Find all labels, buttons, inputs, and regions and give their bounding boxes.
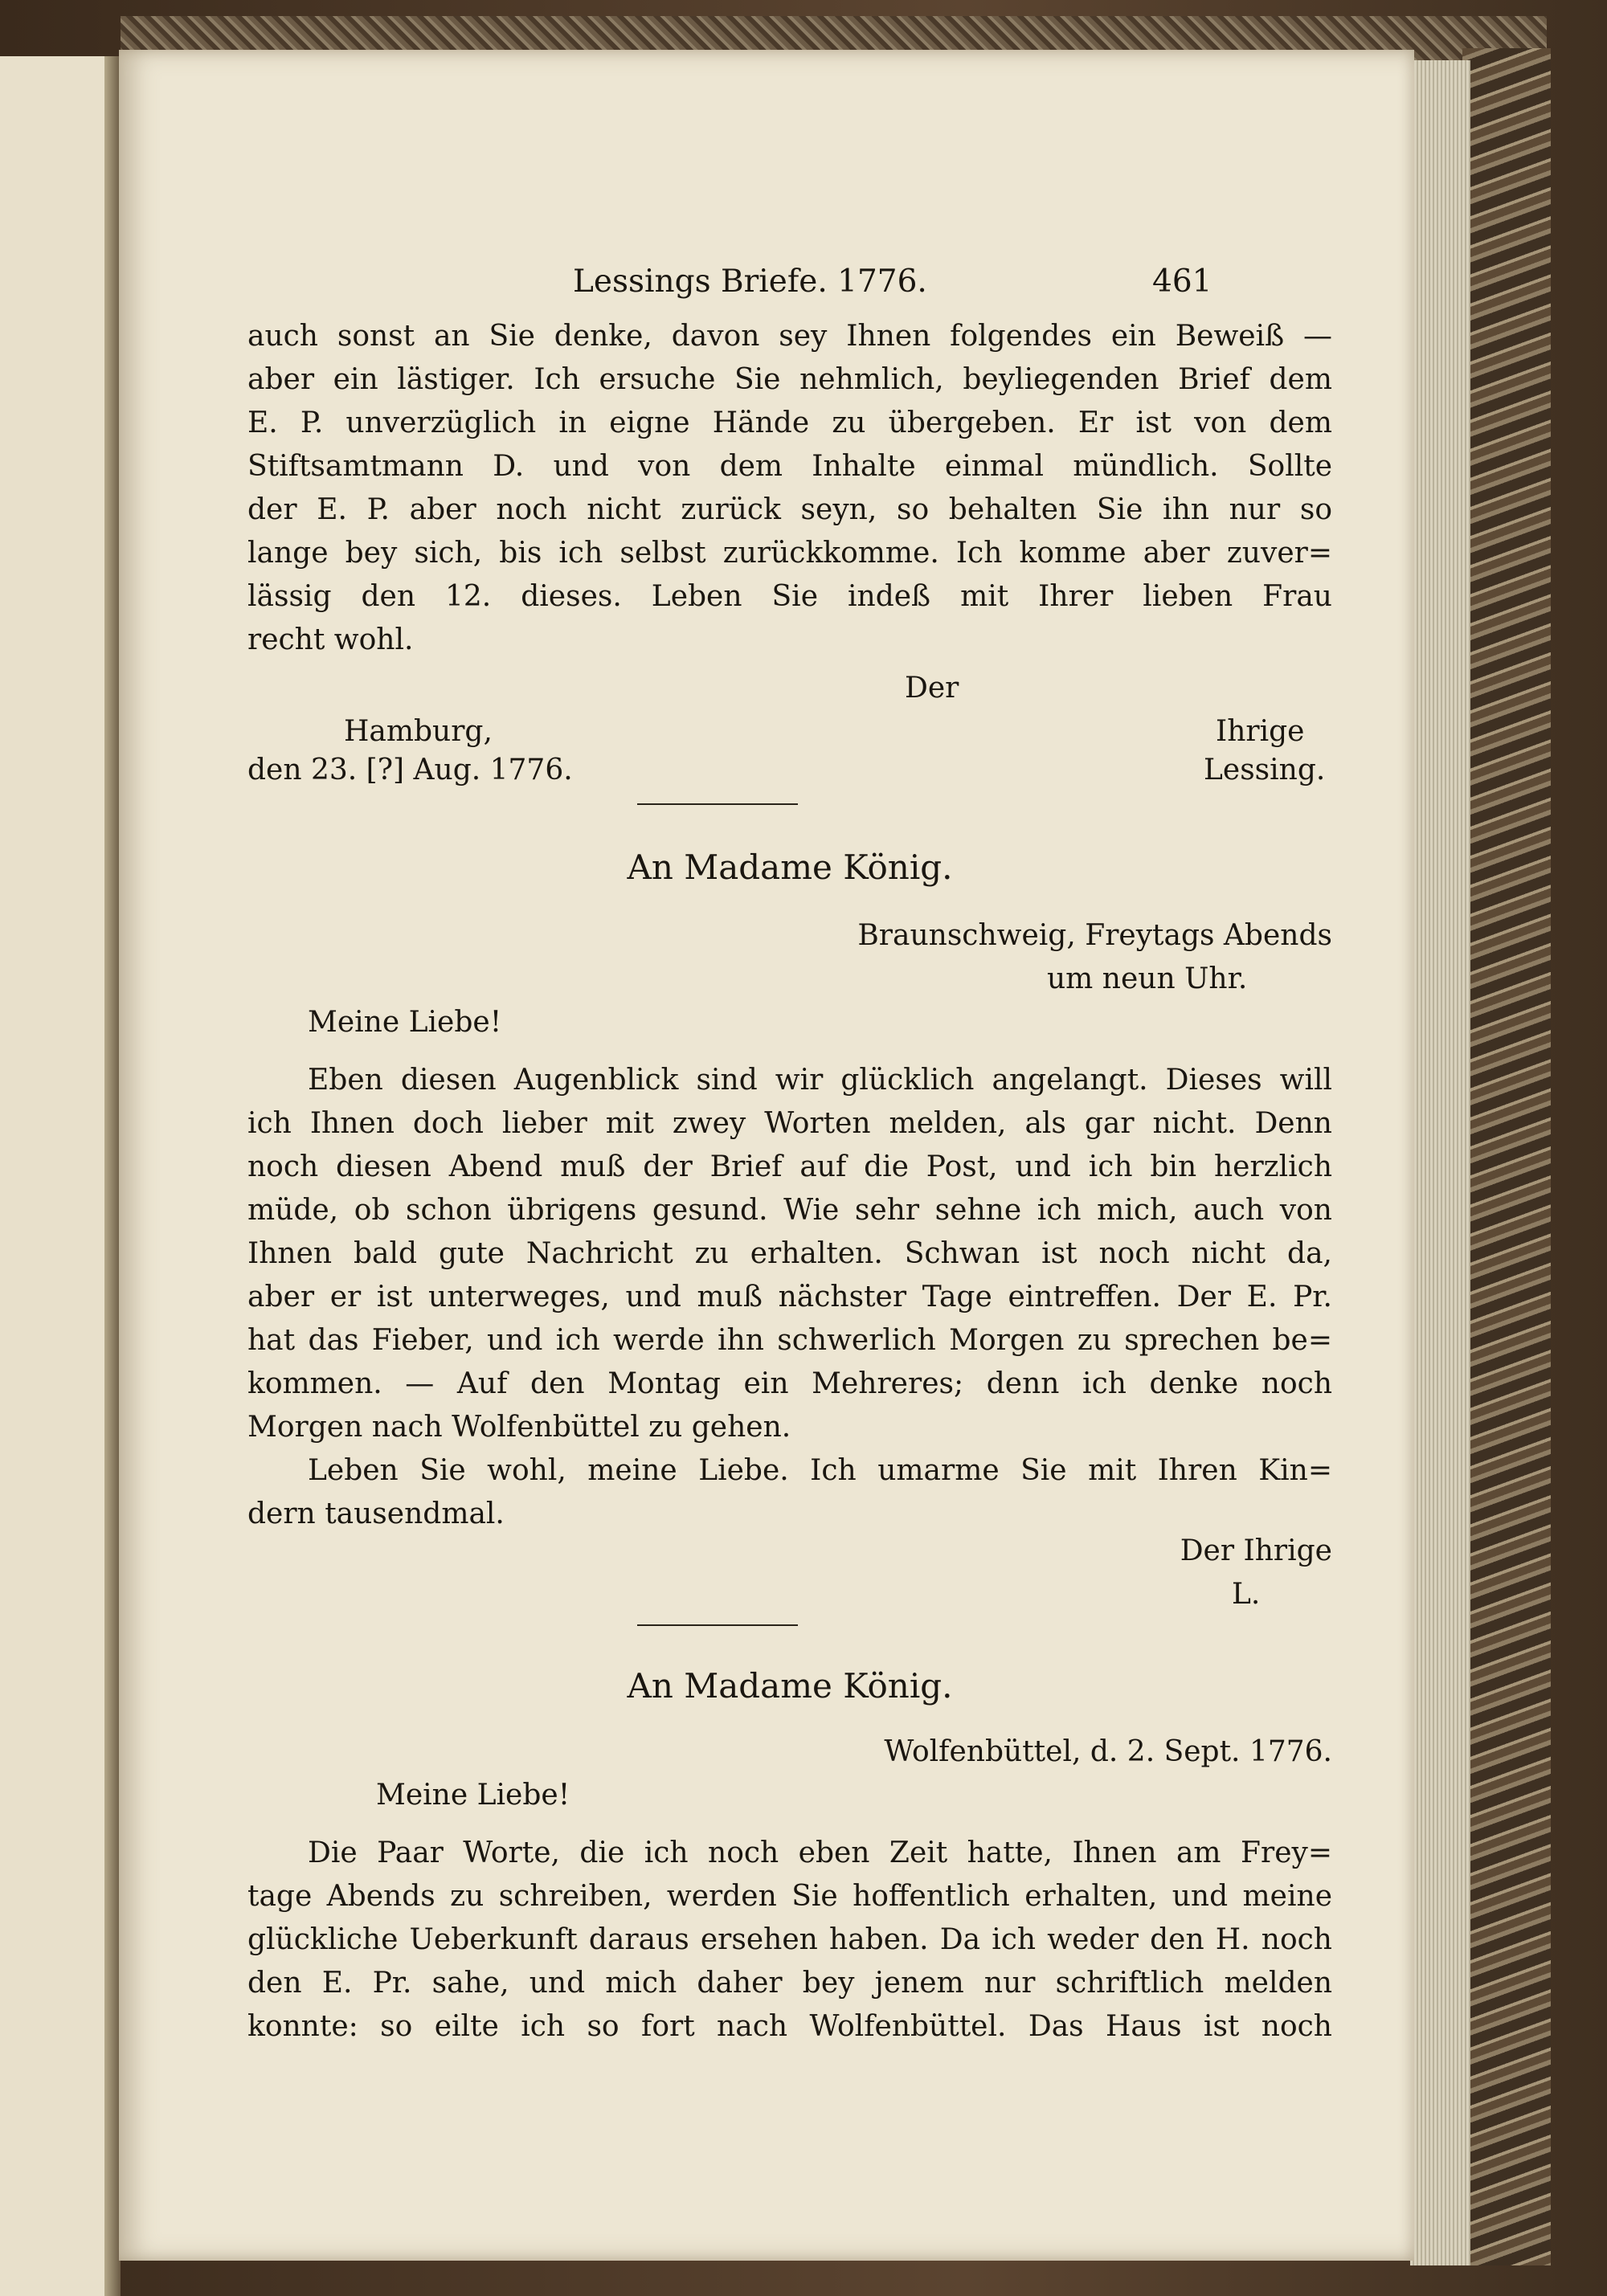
letter3-body bbox=[247, 1832, 1332, 2049]
text-line: auch sonst an Sie denke, davon sey Ihnen folgendes ein Beweiß — bbox=[247, 320, 1332, 353]
letter2-time: um neun Uhr. bbox=[1047, 962, 1248, 995]
text-line: tage Abends zu schreiben, werden Sie hoffentlich erhalten, und meine bbox=[247, 1880, 1332, 1913]
page-fore-edge bbox=[1410, 60, 1470, 2265]
letter3-heading: An Madame König. bbox=[627, 1666, 953, 1706]
letter2-place-date-row-2 bbox=[247, 962, 1332, 1006]
letter2-heading: An Madame König. bbox=[627, 848, 953, 887]
text-line: der E. P. aber noch nicht zurück seyn, so behalten Sie ihn nur so bbox=[247, 493, 1332, 526]
book-page bbox=[119, 50, 1414, 2261]
text-line: recht wohl. bbox=[247, 623, 414, 656]
closing-ihrige: Ihrige bbox=[1216, 715, 1305, 748]
text-line: glückliche Ueberkunft daraus ersehen haben. Da ich weder den H. noch bbox=[247, 1923, 1332, 1956]
text-line: E. P. unverzüglich in eigne Hände zu übergeben. Er ist von dem bbox=[247, 406, 1332, 439]
letter2-salutation-row bbox=[247, 1006, 1332, 1049]
text-line: Morgen nach Wolfenbüttel zu gehen. bbox=[247, 1411, 791, 1444]
text-line: Leben Sie wohl, meine Liebe. Ich umarme Sie mit Ihren Kin= bbox=[308, 1454, 1332, 1487]
letter2-closing: Der Ihrige bbox=[1180, 1534, 1332, 1567]
text-line: Eben diesen Augenblick sind wir glücklich angelangt. Dieses will bbox=[308, 1064, 1332, 1097]
text-line: lässig den 12. dieses. Leben Sie indeß mit Ihrer lieben Frau bbox=[247, 580, 1332, 613]
text-line: ich Ihnen doch lieber mit zwey Worten melden, als gar nicht. Denn bbox=[247, 1107, 1332, 1140]
text-line: den E. Pr. sahe, und mich daher bey jenem nur schriftlich melden bbox=[247, 1967, 1332, 2000]
letter1-date-row bbox=[247, 754, 1332, 797]
letter2-place-date-row-1 bbox=[247, 919, 1332, 962]
text-line: noch diesen Abend muß der Brief auf die Post, und ich bin herzlich bbox=[247, 1150, 1332, 1183]
book-gutter bbox=[104, 56, 121, 2296]
text-line: hat das Fieber, und ich werde ihn schwerlich Morgen zu sprechen be= bbox=[247, 1324, 1332, 1357]
letter2-place-date: Braunschweig, Freytags Abends bbox=[857, 919, 1332, 952]
text-line: Stiftsamtmann D. und von dem Inhalte einmal mündlich. Sollte bbox=[247, 450, 1332, 483]
letter2-signature-row bbox=[247, 1578, 1332, 1621]
text-line: aber ein lästiger. Ich ersuche Sie nehmlich, beyliegenden Brief dem bbox=[247, 363, 1332, 396]
letter3-place-date-row bbox=[247, 1735, 1332, 1779]
letter2-closing-row bbox=[247, 1534, 1332, 1578]
text-line: lange bey sich, bis ich selbst zurückkomme. Ich komme aber zuver= bbox=[247, 537, 1332, 570]
separator-rule bbox=[637, 1624, 798, 1626]
letter2-body bbox=[247, 1059, 1332, 1536]
letter2-signature: L. bbox=[1232, 1578, 1261, 1611]
running-title: Lessings Briefe. 1776. bbox=[573, 264, 927, 300]
page-header bbox=[119, 264, 1414, 312]
text-line: konnte: so eilte ich so fort nach Wolfenbüttel. Das Haus ist noch bbox=[247, 2010, 1332, 2043]
text-line: kommen. — Auf den Montag ein Mehreres; denn ich denke noch bbox=[247, 1367, 1332, 1400]
book-cover-marbled-edge bbox=[1462, 48, 1551, 2265]
letter1-body bbox=[247, 315, 1332, 662]
letter3-salutation: Meine Liebe! bbox=[376, 1779, 570, 1812]
letter1-place-row bbox=[247, 715, 1332, 758]
letter2-salutation: Meine Liebe! bbox=[308, 1006, 502, 1039]
text-line: aber er ist unterweges, und muß nächster Tage eintreffen. Der E. Pr. bbox=[247, 1281, 1332, 1313]
letter1-closing-row bbox=[247, 672, 1332, 715]
closing-der: Der bbox=[905, 672, 959, 705]
text-line: Die Paar Worte, die ich noch eben Zeit hatte, Ihnen am Frey= bbox=[308, 1836, 1332, 1869]
letter3-place-date: Wolfenbüttel, d. 2. Sept. 1776. bbox=[884, 1735, 1332, 1768]
text-line: müde, ob schon übrigens gesund. Wie sehr sehne ich mich, auch von bbox=[247, 1194, 1332, 1227]
page-number: 461 bbox=[1152, 264, 1212, 300]
letter1-signature: Lessing. bbox=[1204, 754, 1326, 786]
letter1-place: Hamburg, bbox=[344, 715, 493, 748]
text-line: Ihnen bald gute Nachricht zu erhalten. Schwan ist noch nicht da, bbox=[247, 1237, 1332, 1270]
separator-rule bbox=[637, 803, 798, 805]
letter3-salutation-row bbox=[247, 1779, 1332, 1822]
left-page-strip bbox=[0, 56, 117, 2296]
text-line: dern tausendmal. bbox=[247, 1497, 505, 1530]
letter1-date: den 23. [?] Aug. 1776. bbox=[247, 754, 573, 786]
